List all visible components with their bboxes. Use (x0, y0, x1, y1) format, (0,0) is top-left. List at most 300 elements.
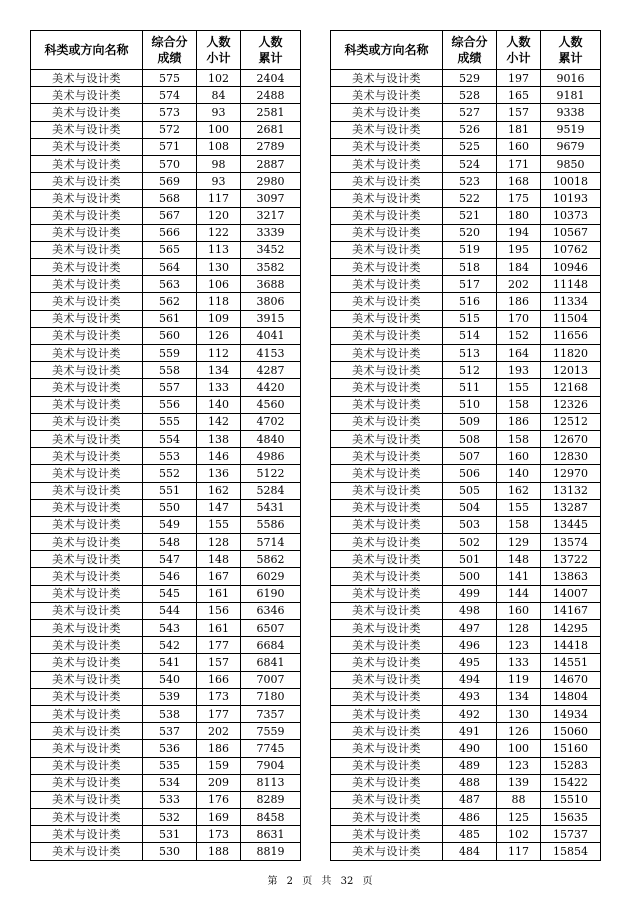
table-row (31, 688, 301, 705)
table-row (331, 482, 601, 499)
header-cumulative: 人数 累计 (241, 31, 301, 70)
cell-score: 500 (443, 568, 497, 585)
cell-count: 162 (197, 482, 241, 499)
cell-cumulative: 6190 (241, 585, 301, 602)
cell-score: 541 (143, 654, 197, 671)
cell-category: 美术与设计类 (31, 465, 143, 482)
cell-cumulative: 8113 (241, 774, 301, 791)
cell-score: 557 (143, 379, 197, 396)
cell-category: 美术与设计类 (31, 499, 143, 516)
cell-cumulative: 14804 (541, 688, 601, 705)
table-row (31, 70, 301, 87)
cell-score: 548 (143, 534, 197, 551)
cell-count: 186 (497, 293, 541, 310)
cell-score: 509 (443, 413, 497, 430)
cell-score: 490 (443, 740, 497, 757)
cell-cumulative: 9519 (541, 121, 601, 138)
cell-category: 美术与设计类 (331, 809, 443, 826)
cell-category: 美术与设计类 (331, 327, 443, 344)
cell-count: 155 (197, 516, 241, 533)
table-row (31, 430, 301, 447)
cell-count: 144 (497, 585, 541, 602)
cell-score: 489 (443, 757, 497, 774)
cell-count: 117 (497, 843, 541, 860)
cell-score: 534 (143, 774, 197, 791)
cell-score: 571 (143, 138, 197, 155)
cell-category: 美术与设计类 (31, 379, 143, 396)
cell-category: 美术与设计类 (31, 688, 143, 705)
cell-category: 美术与设计类 (331, 499, 443, 516)
cell-category: 美术与设计类 (31, 568, 143, 585)
cell-count: 100 (197, 121, 241, 138)
cell-category: 美术与设计类 (331, 585, 443, 602)
cell-count: 134 (497, 688, 541, 705)
cell-cumulative: 7007 (241, 671, 301, 688)
cell-count: 202 (197, 723, 241, 740)
cell-count: 123 (497, 757, 541, 774)
cell-category: 美术与设计类 (331, 465, 443, 482)
table-row (31, 224, 301, 241)
cell-cumulative: 14418 (541, 637, 601, 654)
cell-cumulative: 9850 (541, 155, 601, 172)
table-row (331, 843, 601, 860)
cell-score: 553 (143, 448, 197, 465)
table-row (31, 138, 301, 155)
cell-cumulative: 10018 (541, 173, 601, 190)
cell-cumulative: 13132 (541, 482, 601, 499)
table-row (331, 688, 601, 705)
table-row (31, 723, 301, 740)
cell-count: 84 (197, 87, 241, 104)
cell-count: 160 (497, 602, 541, 619)
cell-category: 美术与设计类 (331, 104, 443, 121)
cell-count: 117 (197, 190, 241, 207)
table-row (31, 413, 301, 430)
cell-score: 544 (143, 602, 197, 619)
cell-category: 美术与设计类 (31, 602, 143, 619)
cell-count: 141 (497, 568, 541, 585)
cell-cumulative: 13287 (541, 499, 601, 516)
cell-count: 133 (497, 654, 541, 671)
cell-category: 美术与设计类 (331, 705, 443, 722)
table-row (31, 585, 301, 602)
cell-cumulative: 2404 (241, 70, 301, 87)
cell-cumulative: 4041 (241, 327, 301, 344)
cell-category: 美术与设计类 (331, 379, 443, 396)
cell-cumulative: 8819 (241, 843, 301, 860)
cell-cumulative: 6684 (241, 637, 301, 654)
table-row (31, 705, 301, 722)
table-row (31, 345, 301, 362)
cell-cumulative: 12670 (541, 430, 601, 447)
cell-category: 美术与设计类 (331, 224, 443, 241)
cell-score: 529 (443, 70, 497, 87)
table-row (31, 121, 301, 138)
cell-count: 166 (197, 671, 241, 688)
table-row (31, 104, 301, 121)
table-row (31, 620, 301, 637)
cell-category: 美术与设计类 (31, 723, 143, 740)
cell-score: 501 (443, 551, 497, 568)
cell-score: 568 (143, 190, 197, 207)
cell-count: 161 (197, 620, 241, 637)
cell-cumulative: 14551 (541, 654, 601, 671)
cell-score: 550 (143, 499, 197, 516)
cell-cumulative: 14934 (541, 705, 601, 722)
cell-category: 美术与设计类 (331, 155, 443, 172)
cell-count: 157 (197, 654, 241, 671)
cell-category: 美术与设计类 (331, 688, 443, 705)
cell-score: 547 (143, 551, 197, 568)
cell-score: 519 (443, 241, 497, 258)
table-row (331, 327, 601, 344)
cell-score: 484 (443, 843, 497, 860)
table-row (331, 620, 601, 637)
table-row (31, 499, 301, 516)
cell-score: 575 (143, 70, 197, 87)
cell-score: 507 (443, 448, 497, 465)
cell-category: 美术与设计类 (331, 293, 443, 310)
table-row (331, 155, 601, 172)
cell-cumulative: 5122 (241, 465, 301, 482)
cell-count: 170 (497, 310, 541, 327)
cell-score: 521 (443, 207, 497, 224)
table-row (331, 551, 601, 568)
cell-score: 525 (443, 138, 497, 155)
cell-score: 551 (143, 482, 197, 499)
cell-cumulative: 10567 (541, 224, 601, 241)
cell-category: 美术与设计类 (31, 87, 143, 104)
cell-count: 165 (497, 87, 541, 104)
cell-category: 美术与设计类 (31, 585, 143, 602)
cell-category: 美术与设计类 (331, 843, 443, 860)
table-row (31, 276, 301, 293)
cell-cumulative: 4702 (241, 413, 301, 430)
cell-count: 161 (197, 585, 241, 602)
cell-score: 559 (143, 345, 197, 362)
cell-category: 美术与设计类 (331, 774, 443, 791)
cell-count: 177 (197, 705, 241, 722)
table-row (331, 362, 601, 379)
table-row (331, 602, 601, 619)
table-row (331, 671, 601, 688)
table-row (31, 87, 301, 104)
table-row (331, 723, 601, 740)
cell-cumulative: 6841 (241, 654, 301, 671)
table-row (31, 396, 301, 413)
cell-count: 158 (497, 396, 541, 413)
cell-count: 129 (497, 534, 541, 551)
table-row (31, 362, 301, 379)
cell-count: 160 (497, 448, 541, 465)
cell-score: 513 (443, 345, 497, 362)
cell-cumulative: 13863 (541, 568, 601, 585)
table-row (31, 327, 301, 344)
cell-score: 485 (443, 826, 497, 843)
cell-category: 美术与设计类 (331, 345, 443, 362)
cell-score: 528 (443, 87, 497, 104)
cell-category: 美术与设计类 (31, 413, 143, 430)
table-row (31, 671, 301, 688)
cell-cumulative: 15060 (541, 723, 601, 740)
total-page-number: 32 (340, 876, 354, 887)
table-row (31, 155, 301, 172)
cell-category: 美术与设计类 (331, 516, 443, 533)
cell-cumulative: 4420 (241, 379, 301, 396)
cell-score: 560 (143, 327, 197, 344)
cell-score: 565 (143, 241, 197, 258)
score-table-left (30, 30, 301, 861)
cell-count: 123 (497, 637, 541, 654)
cell-score: 499 (443, 585, 497, 602)
table-row (331, 87, 601, 104)
cell-count: 186 (197, 740, 241, 757)
cell-cumulative: 14007 (541, 585, 601, 602)
cell-category: 美术与设计类 (31, 207, 143, 224)
cell-category: 美术与设计类 (31, 671, 143, 688)
table-row (331, 121, 601, 138)
score-table-right (330, 30, 601, 861)
cell-category: 美术与设计类 (331, 482, 443, 499)
cell-category: 美术与设计类 (331, 396, 443, 413)
cell-cumulative: 13574 (541, 534, 601, 551)
cell-score: 572 (143, 121, 197, 138)
table-row (331, 654, 601, 671)
cell-category: 美术与设计类 (31, 173, 143, 190)
cell-score: 493 (443, 688, 497, 705)
cell-cumulative: 3688 (241, 276, 301, 293)
table-row (331, 826, 601, 843)
cell-score: 518 (443, 259, 497, 276)
cell-count: 195 (497, 241, 541, 258)
cell-cumulative: 14670 (541, 671, 601, 688)
table-row (331, 396, 601, 413)
table-row (331, 430, 601, 447)
cell-category: 美术与设计类 (331, 757, 443, 774)
cell-cumulative: 2681 (241, 121, 301, 138)
cell-cumulative: 9016 (541, 70, 601, 87)
cell-score: 520 (443, 224, 497, 241)
cell-cumulative: 2980 (241, 173, 301, 190)
cell-cumulative: 12830 (541, 448, 601, 465)
cell-count: 128 (197, 534, 241, 551)
cell-cumulative: 15283 (541, 757, 601, 774)
cell-count: 122 (197, 224, 241, 241)
cell-score: 561 (143, 310, 197, 327)
cell-score: 492 (443, 705, 497, 722)
cell-cumulative: 7904 (241, 757, 301, 774)
cell-count: 158 (497, 516, 541, 533)
cell-score: 536 (143, 740, 197, 757)
cell-count: 102 (497, 826, 541, 843)
cell-count: 193 (497, 362, 541, 379)
cell-count: 152 (497, 327, 541, 344)
page-footer: 第 2 页 共 32 页 (267, 876, 373, 887)
cell-score: 573 (143, 104, 197, 121)
cell-score: 531 (143, 826, 197, 843)
table-row (31, 843, 301, 860)
cell-count: 160 (497, 138, 541, 155)
table-row (31, 241, 301, 258)
table-row (331, 259, 601, 276)
cell-count: 175 (497, 190, 541, 207)
cell-count: 202 (497, 276, 541, 293)
header-cumulative: 人数 累计 (541, 31, 601, 70)
table-row (31, 602, 301, 619)
table-row (31, 740, 301, 757)
cell-score: 569 (143, 173, 197, 190)
cell-category: 美术与设计类 (31, 809, 143, 826)
cell-count: 173 (197, 826, 241, 843)
table-row (331, 379, 601, 396)
cell-score: 486 (443, 809, 497, 826)
cell-category: 美术与设计类 (31, 534, 143, 551)
header-score: 综合分 成绩 (443, 31, 497, 70)
table-row (331, 70, 601, 87)
cell-category: 美术与设计类 (331, 602, 443, 619)
cell-cumulative: 6029 (241, 568, 301, 585)
cell-cumulative: 5862 (241, 551, 301, 568)
cell-score: 549 (143, 516, 197, 533)
table-row (331, 568, 601, 585)
cell-cumulative: 15510 (541, 791, 601, 808)
cell-cumulative: 4153 (241, 345, 301, 362)
table-row (331, 276, 601, 293)
cell-category: 美术与设计类 (331, 620, 443, 637)
cell-score: 567 (143, 207, 197, 224)
cell-category: 美术与设计类 (31, 327, 143, 344)
table-row (31, 637, 301, 654)
cell-score: 533 (143, 791, 197, 808)
cell-count: 168 (497, 173, 541, 190)
cell-count: 171 (497, 155, 541, 172)
table-body-left (31, 70, 301, 861)
cell-category: 美术与设计类 (31, 551, 143, 568)
cell-count: 120 (197, 207, 241, 224)
cell-cumulative: 7357 (241, 705, 301, 722)
cell-score: 546 (143, 568, 197, 585)
cell-count: 119 (497, 671, 541, 688)
cell-count: 180 (497, 207, 541, 224)
cell-cumulative: 6346 (241, 602, 301, 619)
header-count: 人数 小计 (497, 31, 541, 70)
cell-cumulative: 5284 (241, 482, 301, 499)
cell-count: 188 (197, 843, 241, 860)
cell-count: 209 (197, 774, 241, 791)
table-row (31, 482, 301, 499)
cell-score: 530 (143, 843, 197, 860)
table-row (331, 585, 601, 602)
cell-count: 169 (197, 809, 241, 826)
cell-cumulative: 15160 (541, 740, 601, 757)
cell-score: 494 (443, 671, 497, 688)
cell-count: 162 (497, 482, 541, 499)
cell-count: 158 (497, 430, 541, 447)
cell-cumulative: 12970 (541, 465, 601, 482)
table-row (31, 259, 301, 276)
cell-count: 134 (197, 362, 241, 379)
cell-category: 美术与设计类 (331, 568, 443, 585)
cell-category: 美术与设计类 (31, 516, 143, 533)
cell-category: 美术与设计类 (31, 190, 143, 207)
cell-cumulative: 10762 (541, 241, 601, 258)
header-category: 科类或方向名称 (331, 31, 443, 70)
cell-cumulative: 5431 (241, 499, 301, 516)
table-row (31, 173, 301, 190)
cell-count: 156 (197, 602, 241, 619)
cell-score: 512 (443, 362, 497, 379)
cell-category: 美术与设计类 (331, 259, 443, 276)
cell-cumulative: 10193 (541, 190, 601, 207)
cell-score: 502 (443, 534, 497, 551)
cell-category: 美术与设计类 (331, 413, 443, 430)
cell-score: 558 (143, 362, 197, 379)
cell-cumulative: 13722 (541, 551, 601, 568)
cell-count: 128 (497, 620, 541, 637)
cell-category: 美术与设计类 (31, 826, 143, 843)
cell-cumulative: 12168 (541, 379, 601, 396)
header-score: 综合分 成绩 (143, 31, 197, 70)
cell-cumulative: 8631 (241, 826, 301, 843)
table-row (331, 499, 601, 516)
table-row (331, 190, 601, 207)
table-row (31, 791, 301, 808)
table-row (331, 534, 601, 551)
table-row (31, 293, 301, 310)
table-row (331, 104, 601, 121)
cell-category: 美术与设计类 (331, 826, 443, 843)
table-row (331, 310, 601, 327)
cell-category: 美术与设计类 (31, 121, 143, 138)
cell-category: 美术与设计类 (31, 791, 143, 808)
cell-count: 146 (197, 448, 241, 465)
cell-category: 美术与设计类 (331, 448, 443, 465)
cell-category: 美术与设计类 (331, 740, 443, 757)
cell-cumulative: 4840 (241, 430, 301, 447)
cell-score: 570 (143, 155, 197, 172)
cell-score: 487 (443, 791, 497, 808)
cell-category: 美术与设计类 (31, 224, 143, 241)
cell-score: 524 (443, 155, 497, 172)
cell-score: 537 (143, 723, 197, 740)
cell-count: 147 (197, 499, 241, 516)
table-row (331, 740, 601, 757)
table-row (31, 774, 301, 791)
cell-cumulative: 2488 (241, 87, 301, 104)
cell-category: 美术与设计类 (31, 637, 143, 654)
table-row (331, 637, 601, 654)
table-row (331, 293, 601, 310)
cell-count: 130 (497, 705, 541, 722)
cell-count: 155 (497, 499, 541, 516)
cell-cumulative: 12013 (541, 362, 601, 379)
cell-score: 498 (443, 602, 497, 619)
cell-score: 488 (443, 774, 497, 791)
cell-count: 140 (497, 465, 541, 482)
cell-category: 美术与设计类 (31, 70, 143, 87)
table-row (31, 310, 301, 327)
cell-count: 113 (197, 241, 241, 258)
cell-cumulative: 9181 (541, 87, 601, 104)
cell-category: 美术与设计类 (31, 396, 143, 413)
cell-count: 88 (497, 791, 541, 808)
cell-score: 540 (143, 671, 197, 688)
cell-score: 508 (443, 430, 497, 447)
cell-category: 美术与设计类 (31, 448, 143, 465)
cell-cumulative: 4986 (241, 448, 301, 465)
cell-category: 美术与设计类 (331, 791, 443, 808)
cell-category: 美术与设计类 (331, 138, 443, 155)
